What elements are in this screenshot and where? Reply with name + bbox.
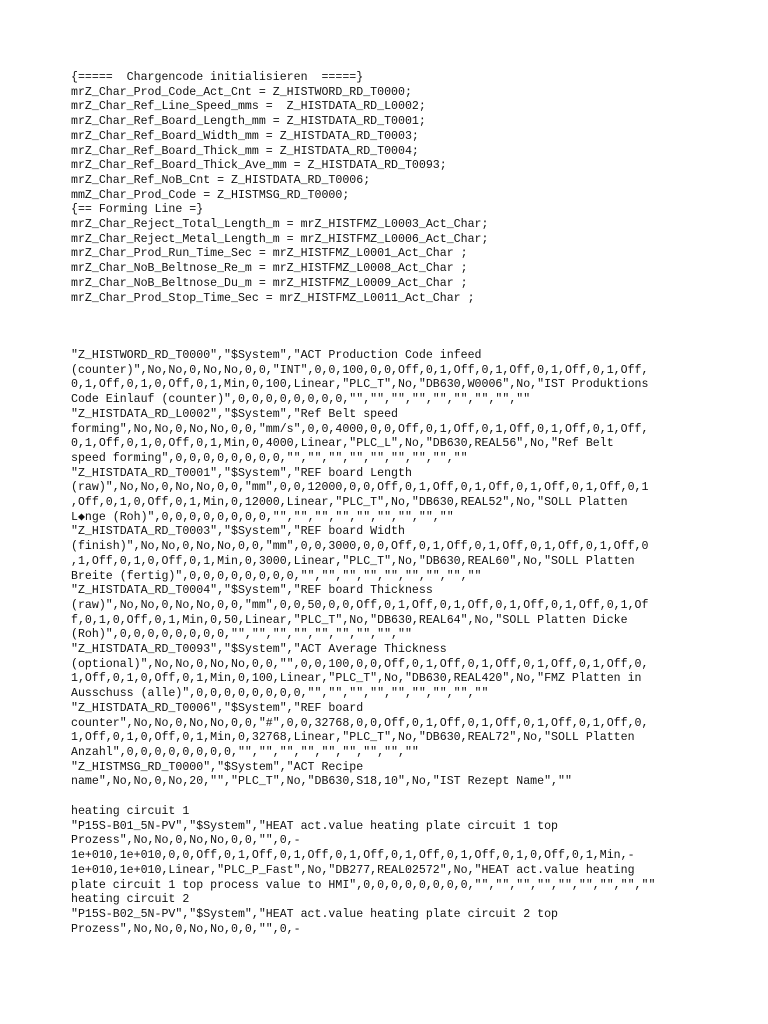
heating-line: plate circuit 1 top process value to HMI",0,0,0,0,0,0,0,0,"","","","","","","","",""	[71, 878, 656, 892]
heating-line: 1e+010,1e+010,Linear,"PLC_P_Fast",No,"DB277,REAL02572",No,"HEAT act.value heating	[71, 863, 635, 877]
code-line: mrZ_Char_Ref_Board_Width_mm = Z_HISTDATA_RD_T0003;	[71, 129, 419, 143]
export-line: (Roh)",0,0,0,0,0,0,0,0,"","","","","","","","",""	[71, 628, 412, 642]
code-line: mrZ_Char_Ref_NoB_Cnt = Z_HISTDATA_RD_T0006;	[71, 173, 371, 187]
code-line: mrZ_Char_Ref_Line_Speed_mms = Z_HISTDATA_RD_L0002;	[71, 100, 426, 114]
code-line: mrZ_Char_NoB_Beltnose_Re_m = mrZ_HISTFMZ_L0008_Act_Char ;	[71, 262, 468, 276]
export-line: "Z_HISTDATA_RD_T0003","$System","REF board Width	[71, 525, 405, 539]
export-line: "Z_HISTDATA_RD_L0002","$System","Ref Belt speed	[71, 407, 398, 421]
export-line: (finish)",No,No,0,No,No,0,0,"mm",0,0,3000,0,0,Off,0,1,Off,0,1,Off,0,1,Off,0,1,Off,0	[71, 540, 649, 554]
export-line: Ausschuss (alle)",0,0,0,0,0,0,0,0,"","","","","","","","",""	[71, 687, 489, 701]
heating-line: Prozess",No,No,0,No,No,0,0,"",0,-	[71, 834, 301, 848]
code-snippet-block	[71, 71, 711, 306]
export-line: speed forming",0,0,0,0,0,0,0,0,"","","","","","","","",""	[71, 451, 468, 465]
code-line: mrZ_Char_Prod_Code_Act_Cnt = Z_HISTWORD_RD_T0000;	[71, 85, 412, 99]
export-line: "Z_HISTDATA_RD_T0004","$System","REF board Thickness	[71, 584, 433, 598]
export-line: "Z_HISTDATA_RD_T0006","$System","REF board	[71, 701, 364, 715]
export-line: f,0,1,0,Off,0,1,Min,0,50,Linear,"PLC_T",No,"DB630,REAL64",No,"SOLL Platten Dicke	[71, 613, 628, 627]
code-line: mrZ_Char_Prod_Run_Time_Sec = mrZ_HISTFMZ_L0001_Act_Char ;	[71, 247, 468, 261]
heating-line: heating circuit 1	[71, 805, 190, 818]
export-line: ,Off,0,1,0,Off,0,1,Min,0,12000,Linear,"PLC_T",No,"DB630,REAL52",No,"SOLL Platten	[71, 496, 628, 510]
export-line: (raw)",No,No,0,No,No,0,0,"mm",0,0,50,0,0,Off,0,1,Off,0,1,Off,0,1,Off,0,1,Off,0,1,Of	[71, 598, 649, 612]
heating-line: heating circuit 2	[71, 893, 190, 907]
export-line: Code Einlauf (counter)",0,0,0,0,0,0,0,0,"","","","","","","","",""	[71, 393, 531, 407]
code-line: mrZ_Char_Reject_Total_Length_m = mrZ_HISTFMZ_L0003_Act_Char;	[71, 218, 489, 232]
export-line: 1,Off,0,1,0,Off,0,1,Min,0,100,Linear,"PLC_T",No,"DB630,REAL420",No,"FMZ Platten in	[71, 672, 642, 686]
export-line: "Z_HISTWORD_RD_T0000","$System","ACT Production Code infeed	[71, 349, 482, 362]
export-line: "Z_HISTDATA_RD_T0093","$System","ACT Average Thickness	[71, 643, 447, 657]
export-line: "Z_HISTDATA_RD_T0001","$System","REF board Length	[71, 466, 412, 480]
export-line: ,1,Off,0,1,0,Off,0,1,Min,0,3000,Linear,"PLC_T",No,"DB630,REAL60",No,"SOLL Platten	[71, 554, 635, 568]
export-line: counter",No,No,0,No,No,0,0,"#",0,0,32768,0,0,Off,0,1,Off,0,1,Off,0,1,Off,0,1,Off,0,	[71, 716, 649, 730]
export-line: 0,1,Off,0,1,0,Off,0,1,Min,0,100,Linear,"PLC_T",No,"DB630,W0006",No,"IST Produktions	[71, 378, 649, 392]
code-line: mrZ_Char_Ref_Board_Length_mm = Z_HISTDATA_RD_T0001;	[71, 115, 426, 129]
export-line: (counter)",No,No,0,No,No,0,0,"INT",0,0,100,0,0,Off,0,1,Off,0,1,Off,0,1,Off,0,1,Off,	[71, 363, 649, 377]
heating-line: 1e+010,1e+010,0,0,Off,0,1,Off,0,1,Off,0,1,Off,0,1,Off,0,1,Off,0,1,0,Off,0,1,Min,-	[71, 849, 635, 863]
export-line: Anzahl",0,0,0,0,0,0,0,0,"","","","","","","","",""	[71, 745, 419, 759]
code-line: mrZ_Char_NoB_Beltnose_Du_m = mrZ_HISTFMZ_L0009_Act_Char ;	[71, 276, 468, 290]
export-line: (raw)",No,No,0,No,No,0,0,"mm",0,0,12000,0,0,Off,0,1,Off,0,1,Off,0,1,Off,0,1,Off,0,1	[71, 481, 649, 495]
code-line: {===== Chargencode initialisieren =====}	[71, 71, 364, 84]
heating-line: "P15S-B02_5N-PV","$System","HEAT act.value heating plate circuit 2 top	[71, 907, 559, 921]
export-line: forming",No,No,0,No,No,0,0,"mm/s",0,0,4000,0,0,Off,0,1,Off,0,1,Off,0,1,Off,0,1,Off,	[71, 422, 649, 436]
code-line: mrZ_Char_Ref_Board_Thick_mm = Z_HISTDATA_RD_T0004;	[71, 144, 419, 158]
export-line: 0,1,Off,0,1,0,Off,0,1,Min,0,4000,Linear,"PLC_L",No,"DB630,REAL56",No,"Ref Belt	[71, 437, 614, 451]
heating-line: Prozess",No,No,0,No,No,0,0,"",0,-	[71, 922, 301, 936]
export-line: 1,Off,0,1,0,Off,0,1,Min,0,32768,Linear,"PLC_T",No,"DB630,REAL72",No,"SOLL Platten	[71, 731, 635, 745]
tag-export-block	[71, 349, 711, 790]
code-line: mrZ_Char_Prod_Stop_Time_Sec = mrZ_HISTFMZ_L0011_Act_Char ;	[71, 291, 475, 305]
heating-line: "P15S-B01_5N-PV","$System","HEAT act.value heating plate circuit 1 top	[71, 819, 559, 833]
export-line: (optional)",No,No,0,No,No,0,0,"",0,0,100,0,0,Off,0,1,Off,0,1,Off,0,1,Off,0,1,Off,0,	[71, 657, 649, 671]
code-line: mmZ_Char_Prod_Code = Z_HISTMSG_RD_T0000;	[71, 188, 350, 202]
code-line: mrZ_Char_Ref_Board_Thick_Ave_mm = Z_HISTDATA_RD_T0093;	[71, 159, 447, 173]
export-line: L◆nge (Roh)",0,0,0,0,0,0,0,0,"","","","","","","","",""	[71, 510, 454, 524]
code-line: mrZ_Char_Reject_Metal_Length_m = mrZ_HISTFMZ_L0006_Act_Char;	[71, 232, 489, 246]
export-line: name",No,No,0,No,20,"","PLC_T",No,"DB630,S18,10",No,"IST Rezept Name",""	[71, 775, 572, 789]
export-line: "Z_HISTMSG_RD_T0000","$System","ACT Recipe	[71, 760, 364, 774]
export-line: Breite (fertig)",0,0,0,0,0,0,0,0,"","","","","","","","",""	[71, 569, 482, 583]
code-line: {== Forming Line =}	[71, 203, 204, 217]
heating-circuit-block	[71, 805, 711, 937]
